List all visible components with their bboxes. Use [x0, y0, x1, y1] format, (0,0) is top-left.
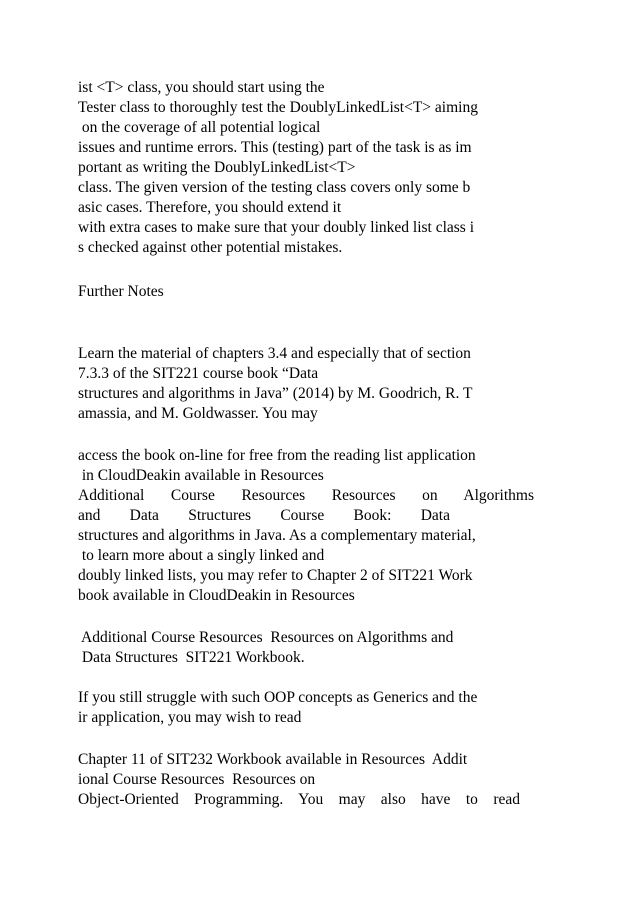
text-line: portant as writing the DoublyLinkedList<T> — [78, 159, 356, 176]
text-line: asic cases. Therefore, you should extend it — [78, 199, 342, 216]
text-line: Chapter 11 of SIT232 Workbook available in Resources Addit — [78, 751, 468, 768]
text-line: Learn the material of chapters 3.4 and especially that of section — [78, 345, 471, 362]
text-line: doubly linked lists, you may refer to Chapter 2 of SIT221 Work — [78, 567, 473, 584]
text-line: on the coverage of all potential logical — [78, 119, 321, 136]
text-line: issues and runtime errors. This (testing) part of the task is as im — [78, 139, 472, 156]
text-line: and Data Structures Course Book: Data — [78, 507, 450, 524]
text-line: ist <T> class, you should start using the — [78, 79, 325, 96]
text-line: ional Course Resources Resources on — [78, 771, 316, 788]
text-line: to learn more about a singly linked and — [78, 547, 325, 564]
text-line: access the book on-line for free from the reading list application — [78, 447, 476, 464]
section-heading: Further Notes — [78, 283, 164, 300]
text-line: class. The given version of the testing class covers only some b — [78, 179, 471, 196]
text-line: 7.3.3 of the SIT221 course book “Data — [78, 365, 319, 382]
text-line: If you still struggle with such OOP concepts as Generics and the — [78, 689, 478, 706]
text-line: in CloudDeakin available in Resources — [78, 467, 328, 484]
text-line: Additional Course Resources Resources on Algorithms — [78, 487, 534, 504]
text-line: ir application, you may wish to read — [78, 709, 302, 726]
text-line: amassia, and M. Goldwasser. You may — [78, 405, 318, 422]
text-line: with extra cases to make sure that your doubly linked list class i — [78, 219, 475, 236]
text-line: Object-Oriented Programming. You may also have to read — [78, 791, 520, 808]
text-line: s checked against other potential mistakes. — [78, 239, 343, 256]
text-line: Data Structures SIT221 Workbook. — [78, 649, 305, 666]
text-line: structures and algorithms in Java. As a complementary material, — [78, 527, 476, 544]
text-line: Additional Course Resources Resources on Algorithms and — [78, 629, 454, 646]
text-line: structures and algorithms in Java” (2014) by M. Goodrich, R. T — [78, 385, 473, 402]
text-line: book available in CloudDeakin in Resources — [78, 587, 355, 604]
text-line: Tester class to thoroughly test the DoublyLinkedList<T> aiming — [78, 99, 478, 116]
